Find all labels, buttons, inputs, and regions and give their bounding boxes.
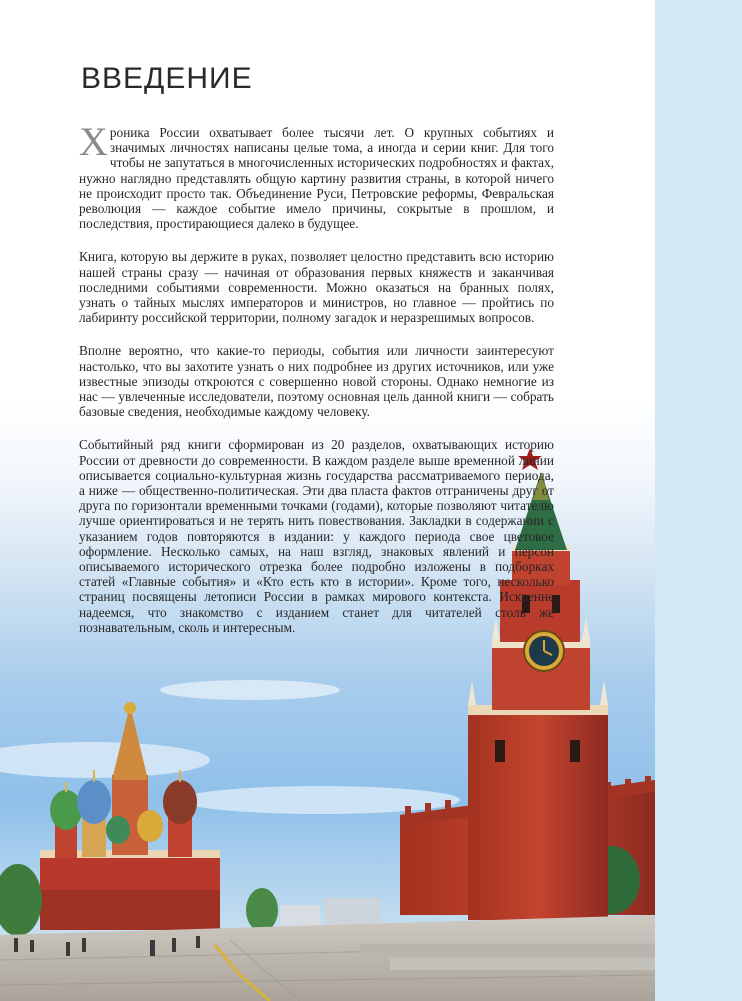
dome-green (50, 790, 82, 830)
drop-cap: Х (79, 119, 108, 164)
paragraph-3: Вполне вероятно, что какие-то периоды, события или личности заинтересуют настолько, что вы захотите узнать о них подробнее из других источников, или уже известные эпизоды откроются с совершенно новой стороны. Однако немногие из нас — увлеченные исследователи, поэтому основная цель данной книги — собрать базовые сведения, необходимые каждому человеку. (79, 343, 554, 420)
paragraph-1-rest: роника России охватывает более тысячи лет. О крупных событиях и значимых личностях написаны целые тома, а иногда и серии книг. Для того чтобы не запутаться в многочисленных исторических подробностях и фактах, нужно наглядно представлять общую картину развития страны, в которой ничего не происходит просто так. Объединение Руси, Петровские реформы, Февральская революция — каждое событие имело причины, сокрытые в прошлом, и последствия, простирающиеся далеко в будущее. (79, 125, 554, 232)
paragraph-1 (79, 119, 554, 232)
page-title: ВВЕДЕНИЕ (81, 62, 253, 95)
page-edge-strip (655, 0, 742, 1001)
saint-basils-cathedral (40, 702, 220, 930)
dome-blue (77, 780, 111, 824)
introduction-text (79, 119, 554, 653)
dome-red (163, 780, 197, 824)
paragraph-2: Книга, которую вы держите в руках, позволяет целостно представить всю историю нашей страны сразу — начиная от образования первых княжеств и заканчивая последними событиями современности. Можно оказаться на бранных полях, узнать о тайных мыслях императоров и министров, но главное — пройтись по лабиринту российской территории, полному загадок и неразрешимых вопросов. (79, 249, 554, 326)
paragraph-4: Событийный ряд книги сформирован из 20 разделов, охватывающих историю России от древности до современности. В каждом разделе выше временной линии описывается социально-культурная жизнь государства рассматриваемого периода, а ниже — общественно-политическая. Эти два пласта фактов отграничены друг от друга по горизонтали временными точками (годами), которые позволяют читателю лучше ориентироваться и не терять нить повествования. Закладки в содержании с указанием годов повторяются в издании: у каждого периода свое цветовое оформление. Несколько самых, на наш взгляд, знаковых явлений и персон описываемого исторического отрезка более подробно изложены в подборках статей «Главные события» и «Кто есть кто в истории». Кроме того, несколько страниц посвящены летописи России в рамках мирового контекста. Искренне надеемся, что знакомство с изданием станет для читателей столь же познавательным, сколь и интересным. (79, 437, 554, 635)
